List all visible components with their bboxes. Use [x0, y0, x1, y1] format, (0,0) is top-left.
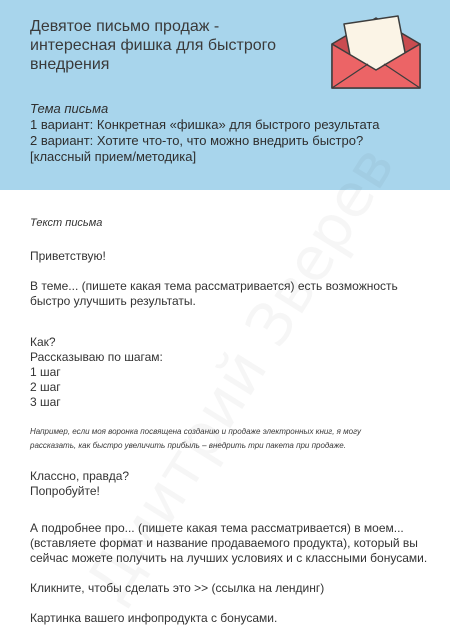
closing-paragraph	[30, 469, 435, 499]
letter-body	[30, 216, 435, 637]
text-line: Рассказываю по шагам:	[30, 350, 163, 364]
steps-list	[30, 335, 435, 410]
offer-paragraph	[30, 521, 435, 566]
step-item: 3 шаг	[30, 395, 61, 409]
text-line: Попробуйте!	[30, 484, 100, 498]
text-line: быстро улучшить результаты.	[30, 294, 196, 308]
title-line: Девятое письмо продаж -	[30, 18, 220, 35]
text-line: Классно, правда?	[30, 469, 130, 483]
image-note: Картинка вашего инфопродукта с бонусами.	[30, 611, 278, 625]
text-line: Как?	[30, 335, 56, 349]
subject-label: Тема письма	[30, 101, 109, 116]
cta-text: Кликните, чтобы сделать это >> (ссылка на лендинг)	[30, 581, 325, 595]
header-banner	[0, 0, 450, 190]
title-line: внедрения	[30, 56, 110, 73]
text-line: А подробнее про... (пишете какая тема рассматривается) в моем...	[30, 521, 404, 535]
subject-block	[30, 101, 440, 165]
intro-paragraph	[30, 279, 435, 309]
step-item: 1 шаг	[30, 365, 61, 379]
body-label: Текст письма	[30, 217, 103, 229]
text-line: сейчас можете получить на лучших условиях и с классными бонусами.	[30, 551, 428, 565]
title-line: интересная фишка для быстрого	[30, 37, 277, 54]
step-item: 2 шаг	[30, 380, 61, 394]
text-line: Например, если моя воронка посвящена созданию и продаже электронных книг, я могу	[30, 427, 362, 436]
subject-option: 1 вариант: Конкретная «фишка» для быстрого результата	[30, 117, 380, 132]
greeting: Приветствую!	[30, 249, 106, 263]
subject-note: [классный прием/методика]	[30, 149, 197, 164]
envelope-letter-icon	[326, 12, 426, 92]
text-line: В теме... (пишете какая тема рассматривается) есть возможность	[30, 279, 398, 293]
page-title	[30, 17, 320, 74]
text-line: рассказать, как быстро увеличить прибыль – внедрить три пакета при продаже.	[30, 441, 346, 450]
subject-option: 2 вариант: Хотите что-то, что можно внедрить быстро?	[30, 133, 364, 148]
example-note	[30, 425, 435, 453]
text-line: (вставляете формат и название продаваемого продукта), который вы	[30, 536, 418, 550]
